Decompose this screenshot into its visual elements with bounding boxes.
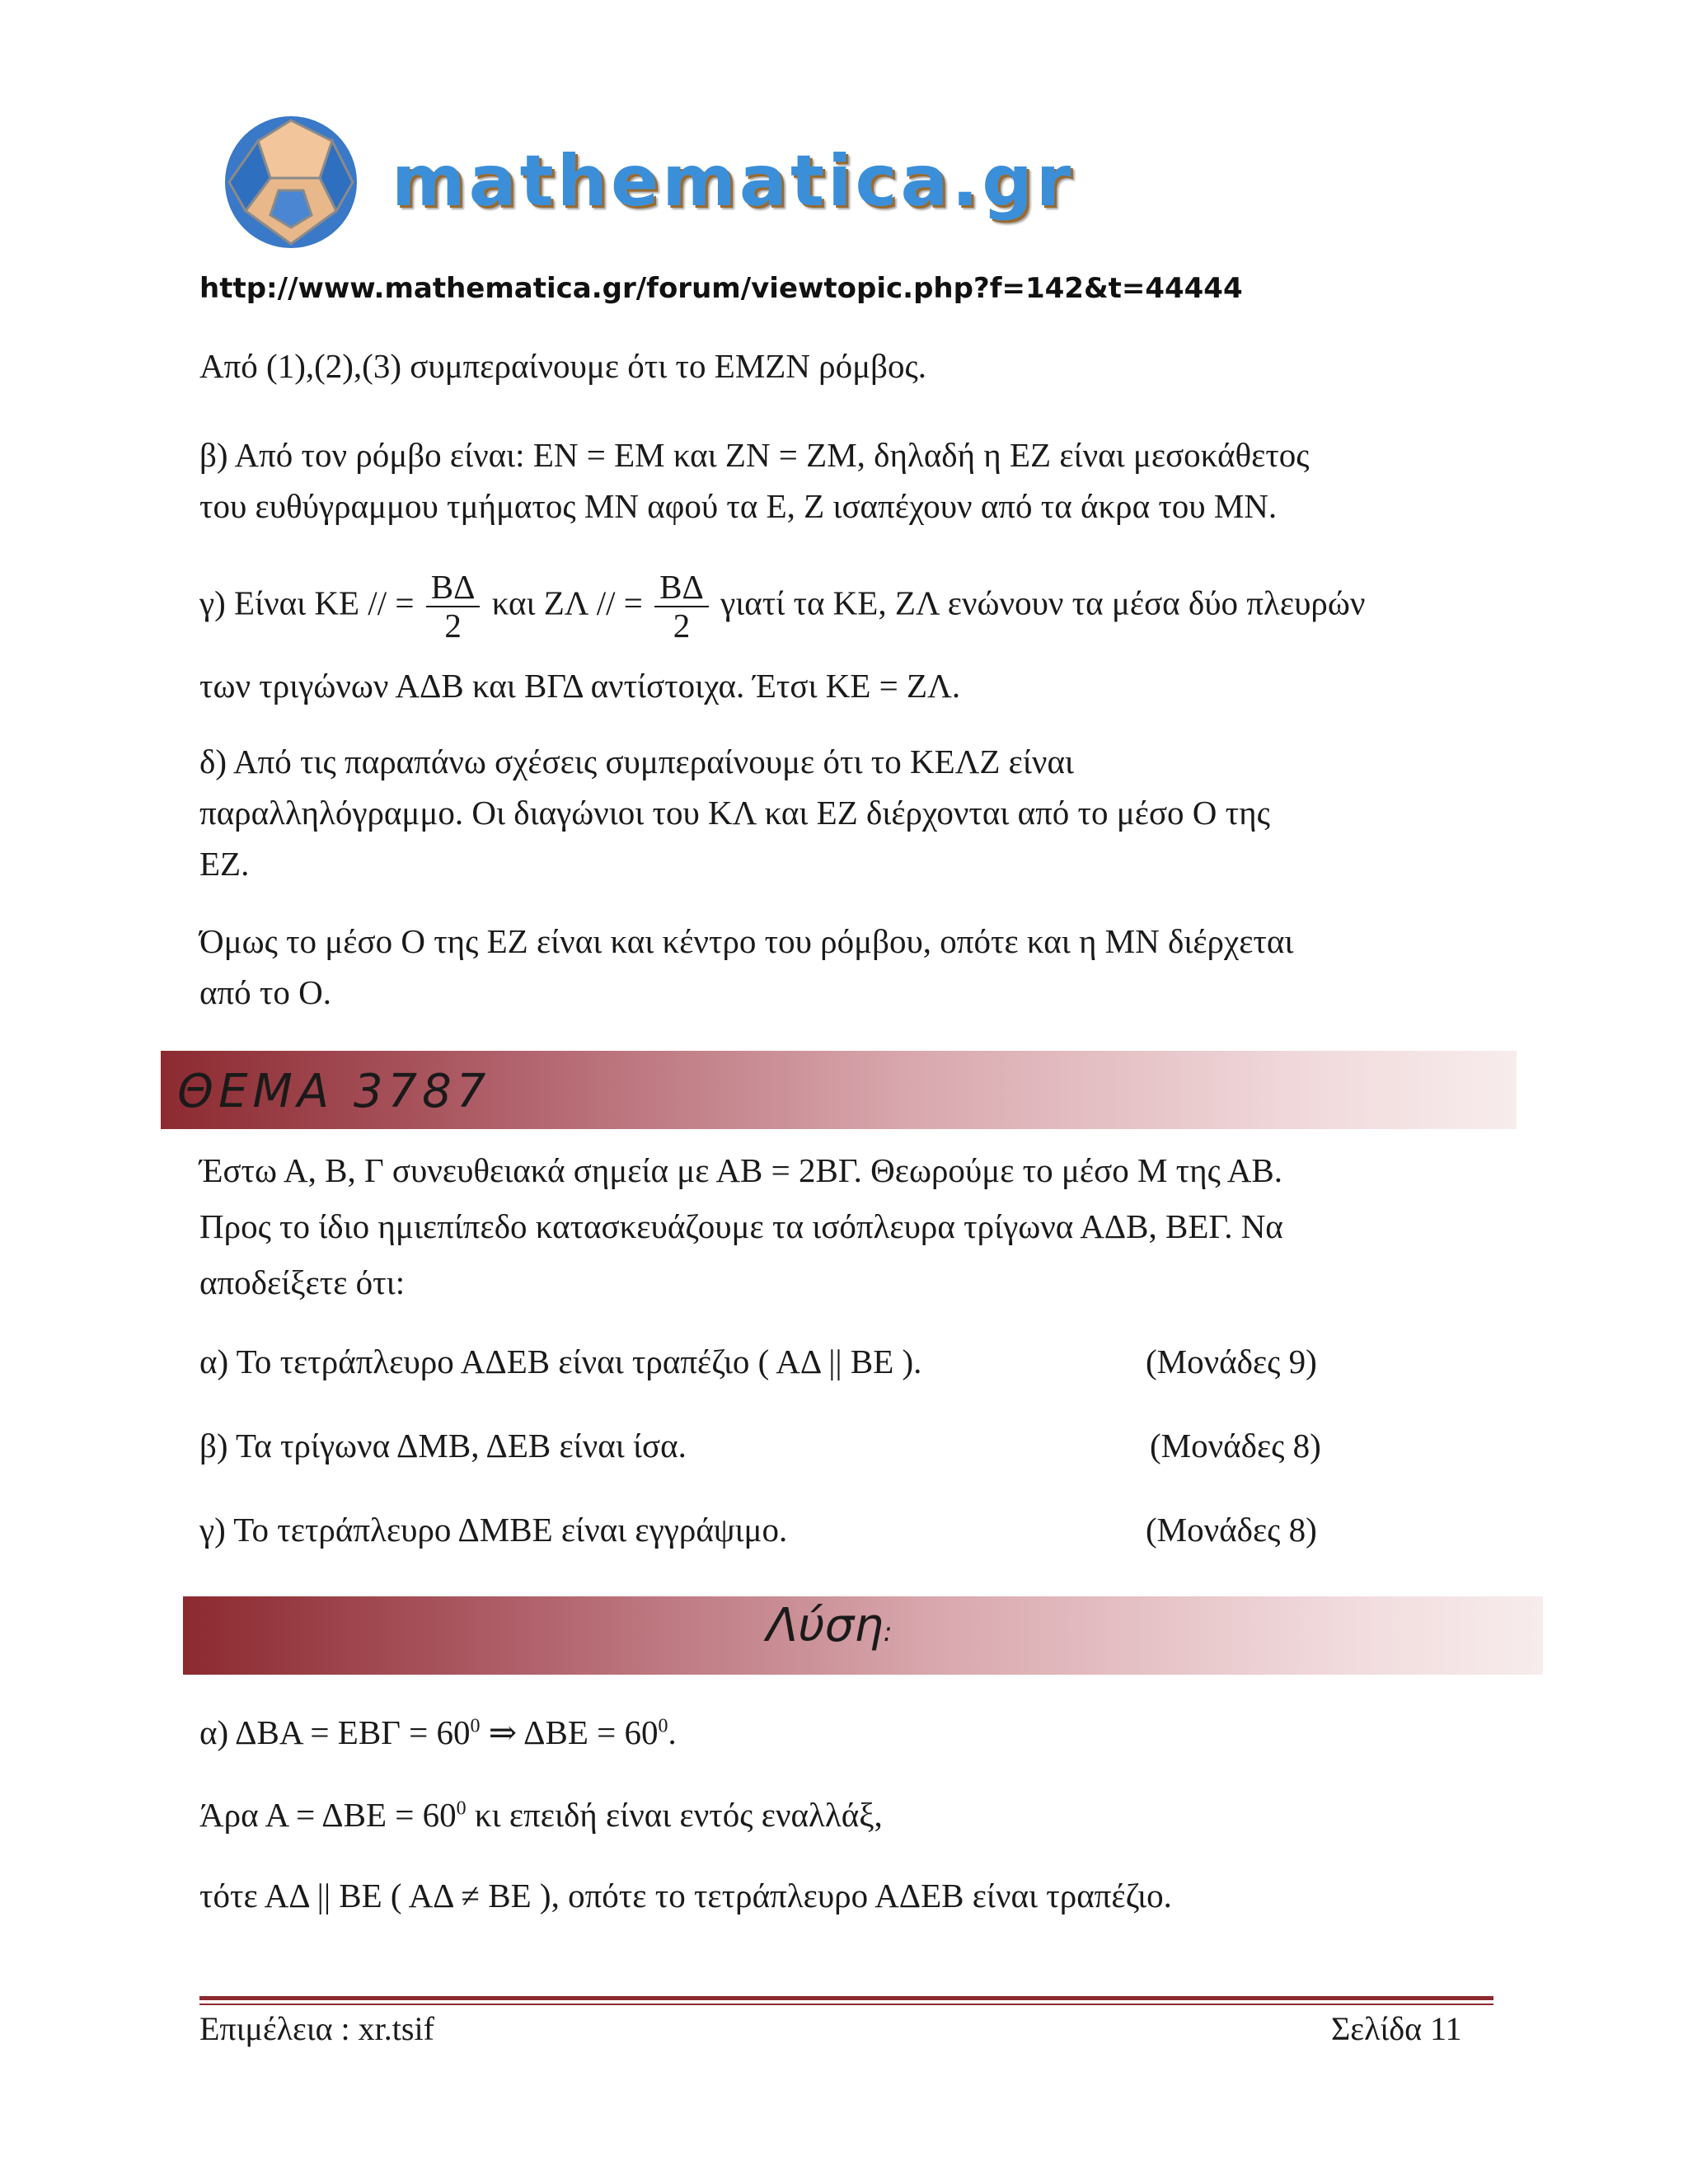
- paragraph-c-pre: γ) Είναι ΚΕ // =: [199, 583, 415, 622]
- solution-line2-end: κι επειδή είναι εντός εναλλάξ,: [466, 1796, 883, 1834]
- paragraph-conclusion: Από (1),(2),(3) συμπεραίνουμε ότι το ΕΜΖΝ ρόμβος.: [199, 347, 926, 385]
- theme-title: ΘΕΜΑ 3787: [177, 1065, 491, 1118]
- source-url[interactable]: http://www.mathematica.gr/forum/viewtopic.php?f=142&t=44444: [199, 272, 1243, 305]
- paragraph-d-line2: παραλληλόγραμμο. Οι διαγώνιοι του ΚΛ και ΕΖ διέρχονται από το μέσο Ο της: [199, 794, 1270, 832]
- paragraph-b-line2: του ευθύγραμμου τμήματος ΜΝ αφού τα Ε, Ζ ισαπέχουν από τα άκρα του ΜΝ.: [199, 487, 1278, 525]
- theme-item-b: β) Τα τρίγωνα ΔΜΒ, ΔΕΒ είναι ίσα.: [199, 1427, 687, 1465]
- solution-line2: [199, 1795, 883, 1835]
- solution-line1-mid: ⇒ ΔΒΕ = 60: [480, 1713, 659, 1751]
- degree-sup: 0: [456, 1797, 467, 1820]
- paragraph-c-post: γιατί τα ΚΕ, ΖΛ ενώνουν τα μέσα δύο πλευρών: [720, 583, 1366, 622]
- logo-text: mathematica.gr: [392, 140, 1075, 223]
- solution-line1-start: α) ΔΒΑ = ΕΒΓ = 60: [199, 1713, 471, 1751]
- paragraph-e-line2: από το Ο.: [199, 973, 332, 1011]
- solution-title-colon: :: [883, 1616, 893, 1647]
- paragraph-b-line1: β) Από τον ρόμβο είναι: ΕΝ = ΕΜ και ΖΝ = ΖΜ, δηλαδή η ΕΖ είναι μεσοκάθετος: [199, 436, 1310, 474]
- theme-item-a: α) Το τετράπλευρο ΑΔΕΒ είναι τραπέζιο ( ΑΔ || ΒΕ ).: [199, 1343, 922, 1380]
- footer-author: Επιμέλεια : xr.tsif: [199, 2010, 434, 2047]
- theme-item-c-marks: (Μονάδες 8): [1146, 1511, 1317, 1549]
- solution-line1-end: .: [668, 1713, 677, 1751]
- footer-page-number: Σελίδα 11: [1331, 2010, 1462, 2047]
- theme-question-line3: αποδείξετε ότι:: [199, 1263, 406, 1301]
- solution-line1: [199, 1713, 677, 1753]
- paragraph-c-mid: και ΖΛ // =: [491, 583, 643, 622]
- theme-item-c: γ) Το τετράπλευρο ΔΜΒΕ είναι εγγράψιμο.: [199, 1511, 788, 1549]
- degree-sup: 0: [470, 1715, 481, 1737]
- fraction-numerator: ΒΔ: [426, 569, 481, 607]
- footer-rule-thin: [199, 2004, 1493, 2005]
- fraction-denominator: 2: [673, 607, 691, 645]
- fraction-bd-half-1: [426, 569, 481, 644]
- polyhedron-logo-icon: [221, 112, 361, 252]
- theme-question-line2: Προς το ίδιο ημιεπίπεδο κατασκευάζουμε τα ισόπλευρα τρίγωνα ΑΔΒ, ΒΕΓ. Να: [199, 1207, 1283, 1245]
- paragraph-c-line1: [199, 569, 1365, 644]
- solution-title-text: Λύση: [767, 1599, 884, 1652]
- theme-item-b-marks: (Μονάδες 8): [1150, 1427, 1321, 1465]
- paragraph-c-line2: των τριγώνων ΑΔΒ και ΒΓΔ αντίστοιχα. Έτσι ΚΕ = ΖΛ.: [199, 667, 961, 705]
- paragraph-d-line3: ΕΖ.: [199, 845, 250, 883]
- fraction-bd-half-2: [654, 569, 709, 644]
- solution-title: [767, 1599, 892, 1652]
- paragraph-d-line1: δ) Από τις παραπάνω σχέσεις συμπεραίνουμε ότι το ΚΕΛΖ είναι: [199, 743, 1074, 780]
- theme-item-a-marks: (Μονάδες 9): [1146, 1343, 1317, 1380]
- theme-question-line1: Έστω Α, Β, Γ συνευθειακά σημεία με ΑΒ = 2ΒΓ. Θεωρούμε το μέσο Μ της ΑΒ.: [199, 1151, 1283, 1189]
- fraction-denominator: 2: [444, 607, 462, 645]
- degree-sup: 0: [658, 1715, 668, 1737]
- footer-rule: [199, 1996, 1493, 2000]
- fraction-numerator: ΒΔ: [654, 569, 709, 607]
- solution-line2-start: Άρα Α = ΔΒΕ = 60: [199, 1796, 457, 1834]
- solution-line3: τότε ΑΔ || ΒΕ ( ΑΔ ≠ ΒΕ ), οπότε το τετράπλευρο ΑΔΕΒ είναι τραπέζιο.: [199, 1877, 1172, 1915]
- paragraph-e-line1: Όμως το μέσο Ο της ΕΖ είναι και κέντρο του ρόμβου, οπότε και η ΜΝ διέρχεται: [199, 922, 1294, 960]
